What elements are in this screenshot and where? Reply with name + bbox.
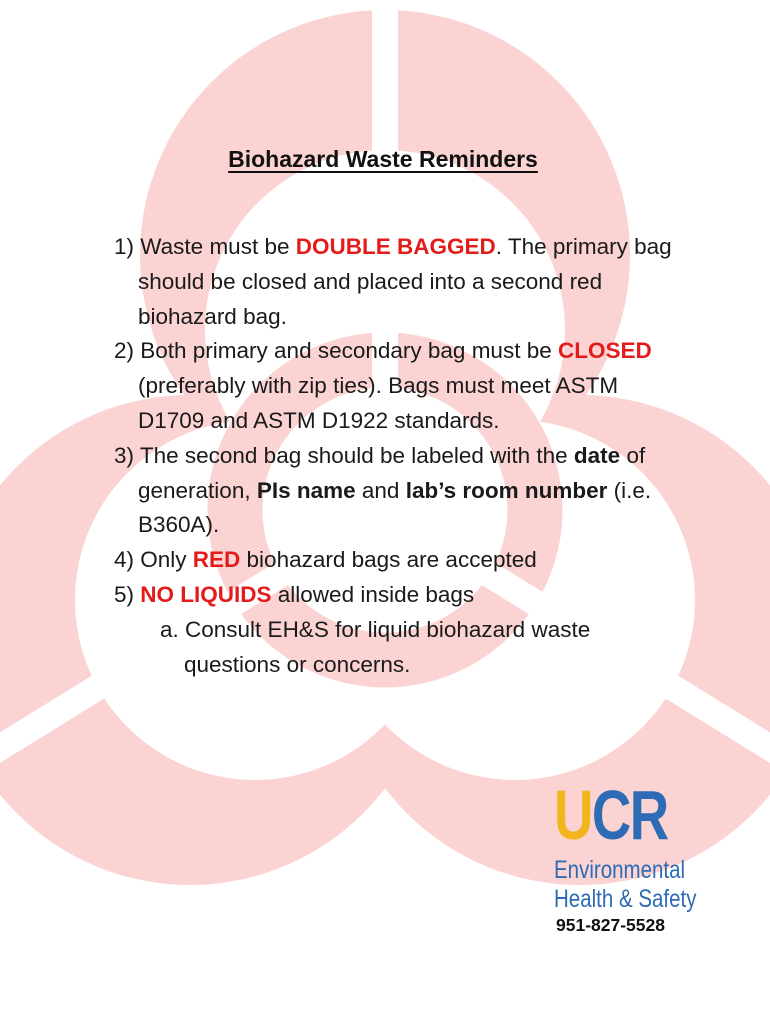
item-text: (preferably with zip ties). Bags must meet ASTM D1709 and ASTM D1922 standards. bbox=[138, 373, 619, 433]
item-text: . The primary bag should be closed and placed into a second red biohazard bag. bbox=[138, 234, 672, 329]
ucr-letters bbox=[554, 776, 668, 854]
reminders-list bbox=[114, 230, 674, 682]
ucr-wordmark bbox=[554, 776, 714, 854]
logo-line-2: Health & Safety bbox=[554, 885, 697, 913]
item-text: a. Consult EH&S for liquid biohazard waste questions or concerns. bbox=[160, 616, 591, 677]
item-highlight: NO LIQUIDS bbox=[140, 581, 272, 607]
item-text: of generation, bbox=[138, 442, 646, 503]
item-text: 4) Only bbox=[114, 547, 193, 573]
item-highlight: CLOSED bbox=[557, 338, 652, 364]
list-item bbox=[114, 543, 674, 578]
ucr-ehs-logo bbox=[554, 776, 714, 914]
ucr-letters-cr: CR bbox=[591, 776, 668, 854]
item-bold: date bbox=[573, 442, 621, 468]
item-text: allowed inside bags bbox=[271, 581, 475, 607]
ucr-letter-u: U bbox=[554, 776, 592, 854]
item-text: and bbox=[355, 477, 406, 503]
list-item bbox=[114, 439, 674, 543]
logo-line-1: Environmental bbox=[554, 856, 686, 884]
list-item bbox=[114, 578, 674, 613]
ehs-wordmark bbox=[554, 856, 697, 914]
item-bold: PIs name bbox=[256, 477, 356, 503]
item-highlight: RED bbox=[192, 547, 241, 573]
item-text: biohazard bags are accepted bbox=[240, 547, 537, 573]
item-bold: lab’s room number bbox=[405, 477, 608, 503]
phone-number: 951-827-5528 bbox=[556, 915, 665, 935]
item-highlight: DOUBLE BAGGED bbox=[295, 234, 496, 259]
list-item bbox=[114, 334, 674, 438]
item-text: (i.e. B360A). bbox=[138, 477, 652, 538]
item-text: 2) Both primary and secondary bag must be bbox=[114, 338, 558, 364]
page-title: Biohazard Waste Reminders bbox=[228, 146, 538, 172]
item-text: 5) bbox=[114, 581, 141, 607]
item-text: 1) Waste must be bbox=[114, 234, 296, 259]
list-item bbox=[114, 230, 674, 334]
item-text: 3) The second bag should be labeled with the bbox=[114, 442, 574, 468]
list-sub-item bbox=[114, 613, 674, 683]
